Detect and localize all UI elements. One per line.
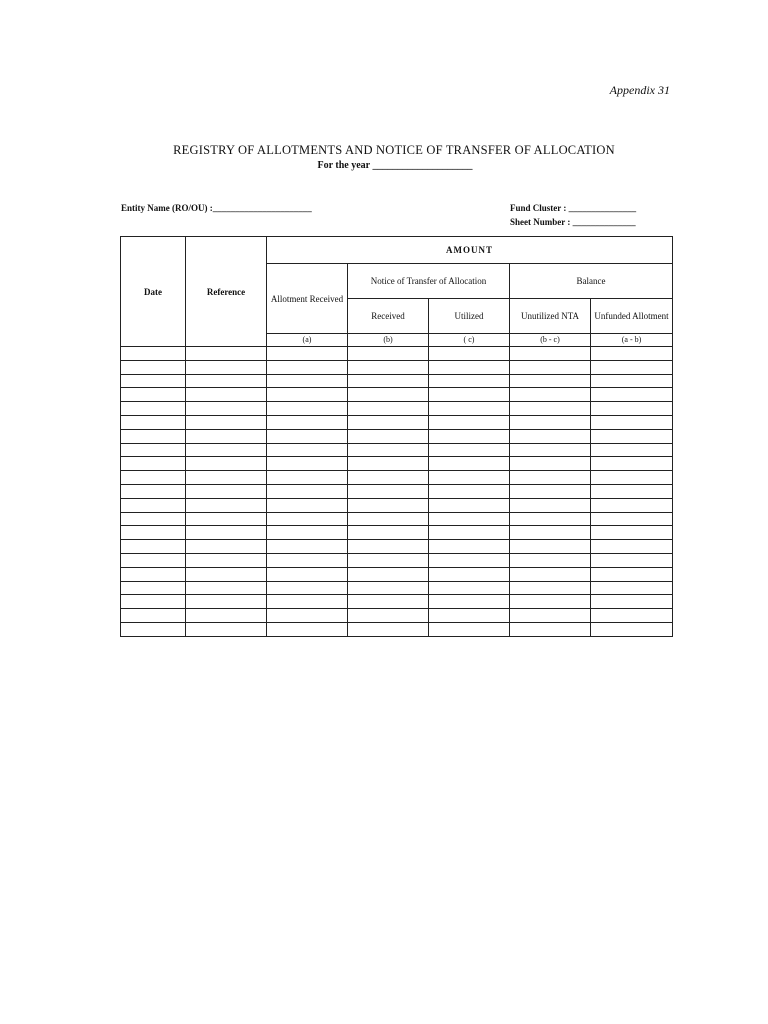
table-cell [510,347,591,361]
table-cell [121,471,186,485]
table-cell [591,374,673,388]
table-cell [348,609,429,623]
table-cell [591,595,673,609]
header-unfunded-allotment: Unfunded Allotment [591,299,673,334]
table-cell [510,360,591,374]
table-cell [267,415,348,429]
table-cell [429,609,510,623]
table-row [121,347,673,361]
table-cell [186,581,267,595]
table-cell [121,567,186,581]
table-cell [267,429,348,443]
table-cell [348,471,429,485]
table-cell [510,595,591,609]
table-cell [429,402,510,416]
table-cell [121,498,186,512]
table-cell [510,374,591,388]
table-row [121,471,673,485]
table-cell [510,622,591,636]
table-cell [591,540,673,554]
table-row [121,609,673,623]
table-cell [348,443,429,457]
table-cell [348,415,429,429]
code-b: (b) [348,334,429,347]
table-cell [267,374,348,388]
table-cell [429,595,510,609]
table-cell [591,567,673,581]
table-cell [348,622,429,636]
table-row [121,374,673,388]
table-cell [348,595,429,609]
table-cell [429,622,510,636]
table-cell [121,609,186,623]
table-cell [510,429,591,443]
table-cell [591,360,673,374]
table-cell [510,581,591,595]
table-cell [186,457,267,471]
table-row [121,498,673,512]
table-cell [510,388,591,402]
header-received: Received [348,299,429,334]
table-cell [591,498,673,512]
table-row [121,526,673,540]
table-cell [121,388,186,402]
table-cell [186,429,267,443]
registry-table [120,236,673,637]
table-cell [267,484,348,498]
header-allotment-received: Allotment Received [267,264,348,334]
table-cell [121,581,186,595]
table-cell [348,512,429,526]
table-cell [186,402,267,416]
table-row [121,429,673,443]
table-cell [267,457,348,471]
table-cell [591,512,673,526]
table-cell [429,526,510,540]
table-cell [186,360,267,374]
table-cell [186,595,267,609]
table-cell [121,526,186,540]
table-row [121,388,673,402]
table-cell [510,471,591,485]
table-row [121,443,673,457]
table-cell [429,415,510,429]
table-cell [267,526,348,540]
table-row [121,457,673,471]
table-cell [510,402,591,416]
table-cell [348,484,429,498]
table-cell [429,443,510,457]
table-cell [348,347,429,361]
table-cell [591,553,673,567]
table-row [121,512,673,526]
table-cell [348,429,429,443]
table-cell [348,457,429,471]
table-cell [510,567,591,581]
table-cell [348,567,429,581]
table-cell [348,402,429,416]
table-cell [510,484,591,498]
year-line: For the year ____________________ [317,160,473,171]
table-row [121,595,673,609]
table-cell [429,360,510,374]
header-nta: Notice of Transfer of Allocation [348,264,510,299]
table-cell [186,415,267,429]
sheet-number-line: Sheet Number : ______________ [510,217,636,227]
table-cell [591,581,673,595]
table-cell [121,622,186,636]
table-cell [121,443,186,457]
table-cell [348,360,429,374]
document-title: REGISTRY OF ALLOTMENTS AND NOTICE OF TRANSFER OF ALLOCATION [173,143,615,157]
table-cell [591,622,673,636]
code-a-minus-b: (a - b) [591,334,673,347]
table-cell [348,581,429,595]
table-cell [121,540,186,554]
header-reference: Reference [186,237,267,347]
table-cell [429,347,510,361]
table-cell [591,443,673,457]
table-cell [267,360,348,374]
table-cell [186,471,267,485]
table-cell [429,457,510,471]
table-cell [267,471,348,485]
table-cell [591,388,673,402]
table-cell [348,553,429,567]
table-cell [429,498,510,512]
table-cell [429,512,510,526]
table-cell [267,540,348,554]
table-cell [429,553,510,567]
table-cell [186,388,267,402]
table-cell [591,347,673,361]
table-cell [429,374,510,388]
table-cell [186,347,267,361]
table-cell [186,540,267,554]
table-row [121,540,673,554]
table-cell [186,609,267,623]
table-row [121,581,673,595]
table-cell [510,553,591,567]
table-cell [186,512,267,526]
table-cell [510,526,591,540]
table-cell [510,457,591,471]
table-cell [348,388,429,402]
table-cell [186,498,267,512]
table-cell [186,374,267,388]
table-cell [510,443,591,457]
table-cell [510,415,591,429]
table-cell [267,347,348,361]
table-cell [429,429,510,443]
table-cell [267,498,348,512]
code-b-minus-c: (b - c) [510,334,591,347]
entity-name-line: Entity Name (RO/OU) :______________________ [121,203,312,213]
table-cell [267,388,348,402]
table-cell [267,581,348,595]
table-row [121,415,673,429]
table-cell [267,622,348,636]
table-cell [591,457,673,471]
table-cell [591,415,673,429]
table-cell [429,540,510,554]
table-cell [267,553,348,567]
header-unutilized-nta: Unutilized NTA [510,299,591,334]
table-cell [186,484,267,498]
table-cell [348,374,429,388]
table-cell [429,484,510,498]
table-cell [186,567,267,581]
table-cell [267,609,348,623]
table-cell [121,457,186,471]
table-cell [591,526,673,540]
code-a: (a) [267,334,348,347]
table-cell [591,484,673,498]
table-cell [121,429,186,443]
table-cell [121,402,186,416]
table-cell [121,553,186,567]
table-row [121,484,673,498]
header-date: Date [121,237,186,347]
table-cell [510,498,591,512]
header-amount: AMOUNT [267,237,673,264]
appendix-label: Appendix 31 [609,83,670,97]
fund-cluster-line: Fund Cluster : _______________ [510,203,637,213]
table-cell [121,360,186,374]
table-cell [510,512,591,526]
table-row [121,360,673,374]
table-cell [591,429,673,443]
table-row [121,553,673,567]
table-cell [186,526,267,540]
table-cell [121,484,186,498]
table-cell [186,553,267,567]
table-row [121,402,673,416]
table-cell [267,512,348,526]
code-c: ( c) [429,334,510,347]
table-cell [591,609,673,623]
table-cell [429,471,510,485]
table-cell [429,388,510,402]
table-cell [429,581,510,595]
table-row [121,567,673,581]
table-row [121,622,673,636]
table-cell [348,498,429,512]
table-cell [121,347,186,361]
table-cell [186,622,267,636]
table-cell [510,540,591,554]
table-cell [121,512,186,526]
table-cell [186,443,267,457]
table-cell [121,415,186,429]
table-cell [267,595,348,609]
table-cell [267,443,348,457]
table-cell [348,540,429,554]
table-cell [121,374,186,388]
table-cell [510,609,591,623]
table-cell [591,402,673,416]
header-utilized: Utilized [429,299,510,334]
header-balance: Balance [510,264,673,299]
table-cell [267,402,348,416]
table-cell [429,567,510,581]
table-cell [121,595,186,609]
table-cell [591,471,673,485]
table-cell [267,567,348,581]
table-cell [348,526,429,540]
